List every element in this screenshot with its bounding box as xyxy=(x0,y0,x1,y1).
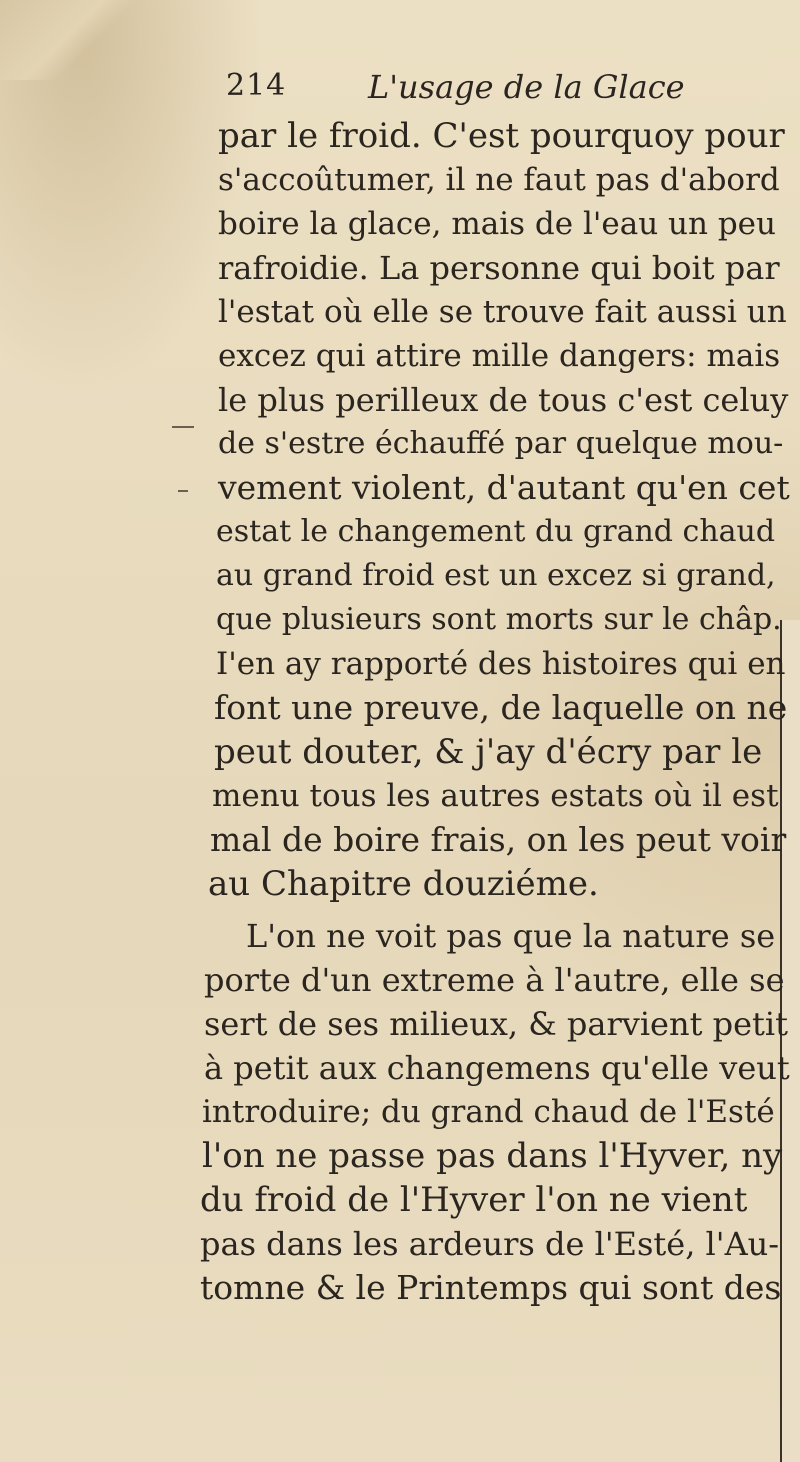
text-line: l'estat où elle se trouve fait aussi un xyxy=(218,294,787,330)
text-line: estat le changement du grand chaud xyxy=(216,514,776,549)
text-line: au grand froid est un excez si grand, xyxy=(216,558,776,593)
body-text xyxy=(200,114,800,1334)
text-line: introduire; du grand chaud de l'Esté xyxy=(202,1094,775,1130)
text-line: que plusieurs sont morts sur le châp. xyxy=(216,602,782,637)
margin-mark xyxy=(178,490,188,492)
text-line: mal de boire frais, on les peut voir xyxy=(210,820,787,859)
margin-mark xyxy=(172,426,194,428)
text-line: peut douter, & j'ay d'écry par le xyxy=(214,732,763,772)
text-line: au Chapitre douziéme. xyxy=(208,864,599,904)
text-line: sert de ses milieux, & parvient petit xyxy=(204,1005,788,1043)
running-title: L'usage de la Glace xyxy=(368,68,685,106)
text-line: excez qui attire mille dangers: mais xyxy=(218,338,781,374)
page-number: 214 xyxy=(226,68,287,103)
paragraph-first-line: L'on ne voit pas que la nature se xyxy=(246,917,776,955)
text-line: I'en ay rapporté des histoires qui en xyxy=(216,646,786,682)
running-head xyxy=(226,68,706,116)
text-line: l'on ne passe pas dans l'Hyver, ny xyxy=(202,1136,783,1176)
text-line: menu tous les autres estats où il est xyxy=(212,778,779,814)
text-line: le plus perilleux de tous c'est celuy xyxy=(218,381,789,419)
text-line: s'accoûtumer, il ne faut pas d'abord xyxy=(218,162,780,198)
text-line: du froid de l'Hyver l'on ne vient xyxy=(200,1180,748,1220)
text-line: à petit aux changemens qu'elle veut xyxy=(204,1049,790,1087)
text-line: par le froid. C'est pourquoy pour xyxy=(218,116,785,156)
text-line: pas dans les ardeurs de l'Esté, l'Au- xyxy=(200,1225,780,1263)
text-line: de s'estre échauffé par quelque mou- xyxy=(218,426,784,461)
text-line: vement violent, d'autant qu'en cet xyxy=(218,468,790,507)
text-line: rafroidie. La personne qui boit par xyxy=(218,249,780,287)
text-line: font une preuve, de laquelle on ne xyxy=(214,688,788,727)
text-line: tomne & le Printemps qui sont des xyxy=(200,1268,782,1307)
text-line: boire la glace, mais de l'eau un peu xyxy=(218,206,776,242)
page-corner-stain xyxy=(0,0,150,80)
text-line: porte d'un extreme à l'autre, elle se xyxy=(204,961,785,999)
